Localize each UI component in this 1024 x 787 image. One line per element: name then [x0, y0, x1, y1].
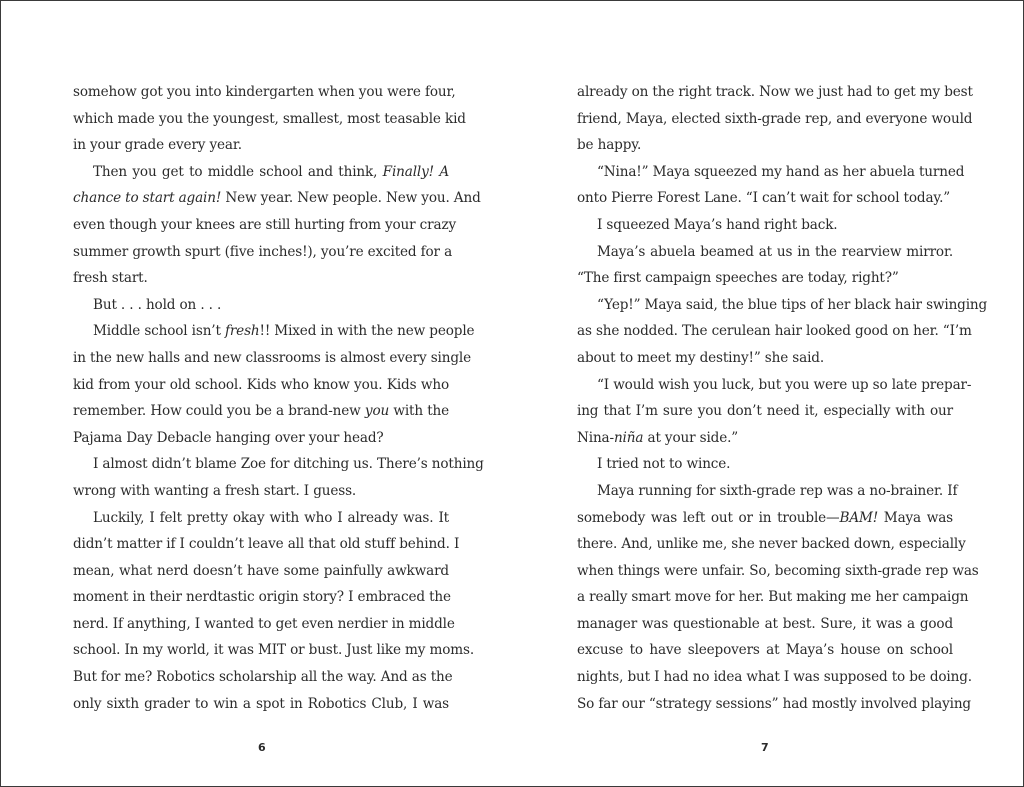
text-run: nerd. If anything, I wanted to get even nerdier in middle [73, 615, 455, 632]
italic-text: Finally! A [382, 163, 449, 180]
text-run: New year. New people. New you. And [221, 190, 481, 207]
text-run: with the [389, 403, 450, 420]
text-run: Pajama Day Debacle hanging over your head? [73, 429, 384, 446]
text-line [73, 425, 449, 452]
text-run: which made you the youngest, smallest, most teasable kid [73, 110, 466, 127]
text-line [577, 584, 969, 611]
italic-text: chance to start again! [73, 190, 222, 207]
text-line [73, 637, 475, 664]
text-run: as she nodded. The cerulean hair looked good on her. “I’m [577, 323, 972, 340]
left-page-body [73, 79, 484, 717]
text-line [577, 185, 953, 212]
text-line [577, 478, 958, 505]
text-run: Maya was [878, 509, 953, 526]
text-run: be happy. [577, 137, 642, 154]
left-page-number: 6 [258, 741, 266, 754]
text-run: Middle school isn’t [93, 323, 225, 340]
italic-text: you [364, 403, 390, 420]
text-line [73, 372, 449, 399]
text-run: there. And, unlike me, she never backed down, especially [577, 536, 966, 553]
text-run: fresh start. [73, 270, 148, 287]
text-run: Luckily, I felt pretty okay with who I already was. It [93, 509, 449, 526]
text-run: didn’t matter if I couldn’t leave all that old stuff behind. I [73, 536, 460, 553]
text-line [73, 132, 449, 159]
text-run: only sixth grader to win a spot in Robotics Club, I was [73, 695, 449, 712]
text-line [577, 372, 972, 399]
text-line [577, 292, 988, 319]
text-run: in your grade every year. [73, 137, 242, 154]
text-run: moment in their nerdtastic origin story? I embraced the [73, 589, 451, 606]
text-line [73, 318, 475, 345]
text-line [577, 691, 971, 718]
text-run: Nina- [577, 429, 614, 446]
italic-text: fresh [224, 323, 260, 340]
text-line [577, 637, 953, 664]
right-page-body [577, 79, 988, 717]
text-line [577, 611, 953, 638]
text-run: wrong with wanting a fresh start. I guess. [73, 482, 357, 499]
text-line [577, 106, 973, 133]
text-run: “Nina!” Maya squeezed my hand as her abuela turned [597, 163, 965, 180]
text-line [577, 132, 953, 159]
text-run: I almost didn’t blame Zoe for ditching us. There’s nothing [93, 456, 484, 473]
text-run: kid from your old school. Kids who know you. Kids who [73, 376, 449, 393]
text-line [73, 584, 449, 611]
text-run: nights, but I had no idea what I was supposed to be doing. [577, 669, 972, 686]
text-line [577, 239, 953, 266]
text-run: school. In my world, it was MIT or bust. Just like my moms. [73, 642, 475, 659]
text-line [73, 79, 456, 106]
text-line [73, 265, 449, 292]
text-line [577, 558, 979, 585]
text-line [73, 664, 453, 691]
text-line [73, 185, 481, 212]
text-line [73, 558, 449, 585]
text-line [73, 531, 460, 558]
text-run: Maya running for sixth-grade rep was a no-brainer. If [597, 482, 958, 499]
italic-text: niña [613, 429, 644, 446]
text-line [577, 159, 965, 186]
text-run: summer growth spurt (five inches!), you’re excited for a [73, 243, 453, 260]
text-run: !! Mixed in with the new people [259, 323, 475, 340]
text-line [577, 265, 953, 292]
text-line [73, 292, 449, 319]
text-line [73, 345, 471, 372]
right-page-number: 7 [761, 741, 769, 754]
text-line [73, 239, 453, 266]
text-line [577, 345, 953, 372]
text-run: somebody was left out or in trouble— [577, 509, 840, 526]
text-run: Then you get to middle school and think, [93, 163, 383, 180]
text-run: onto Pierre Forest Lane. “I can’t wait for school today.” [577, 190, 951, 207]
text-run: about to meet my destiny!” she said. [577, 349, 825, 366]
text-line [577, 505, 953, 532]
text-line [577, 451, 953, 478]
text-line [73, 505, 449, 532]
text-run: ing that I’m sure you don’t need it, especially with our [577, 403, 953, 420]
text-run: remember. How could you be a brand-new [73, 403, 365, 420]
text-run: mean, what nerd doesn’t have some painfully awkward [73, 562, 449, 579]
text-run: even though your knees are still hurting from your crazy [73, 216, 456, 233]
text-line [577, 531, 966, 558]
text-run: manager was questionable at best. Sure, it was a good [577, 615, 953, 632]
text-line [577, 398, 953, 425]
text-run: But for me? Robotics scholarship all the way. And as the [73, 669, 453, 686]
text-run: Maya’s abuela beamed at us in the rearview mirror. [597, 243, 953, 260]
text-run: already on the right track. Now we just had to get my best [577, 84, 973, 100]
text-run: when things were unfair. So, becoming sixth-grade rep was [577, 562, 979, 579]
text-line [577, 318, 972, 345]
text-line [73, 212, 456, 239]
text-run: “The first campaign speeches are today, right?” [577, 270, 899, 287]
text-line [73, 106, 466, 133]
text-run: at your side.” [643, 429, 739, 446]
text-line [73, 478, 449, 505]
text-line [73, 451, 484, 478]
italic-text: BAM! [839, 509, 879, 526]
text-run: friend, Maya, elected sixth-grade rep, and everyone would [577, 110, 973, 127]
text-run: I tried not to wince. [597, 456, 731, 473]
text-run: a really smart move for her. But making me her campaign [577, 589, 969, 606]
text-line [73, 398, 449, 425]
text-line [577, 79, 973, 106]
text-line [73, 691, 449, 718]
text-line [73, 159, 449, 186]
text-line [577, 664, 972, 691]
text-run: excuse to have sleepovers at Maya’s house on school [577, 642, 953, 659]
text-run: “Yep!” Maya said, the blue tips of her black hair swinging [597, 296, 988, 313]
text-run: “I would wish you luck, but you were up so late prepar- [597, 376, 972, 393]
text-run: But . . . hold on . . . [93, 296, 222, 313]
text-line [577, 425, 953, 452]
text-run: So far our “strategy sessions” had mostly involved playing [577, 695, 971, 712]
text-run: somehow got you into kindergarten when you were four, [73, 84, 456, 100]
text-run: I squeezed Maya’s hand right back. [597, 216, 838, 233]
text-line [577, 212, 953, 239]
text-line [73, 611, 455, 638]
text-run: in the new halls and new classrooms is almost every single [73, 349, 471, 366]
